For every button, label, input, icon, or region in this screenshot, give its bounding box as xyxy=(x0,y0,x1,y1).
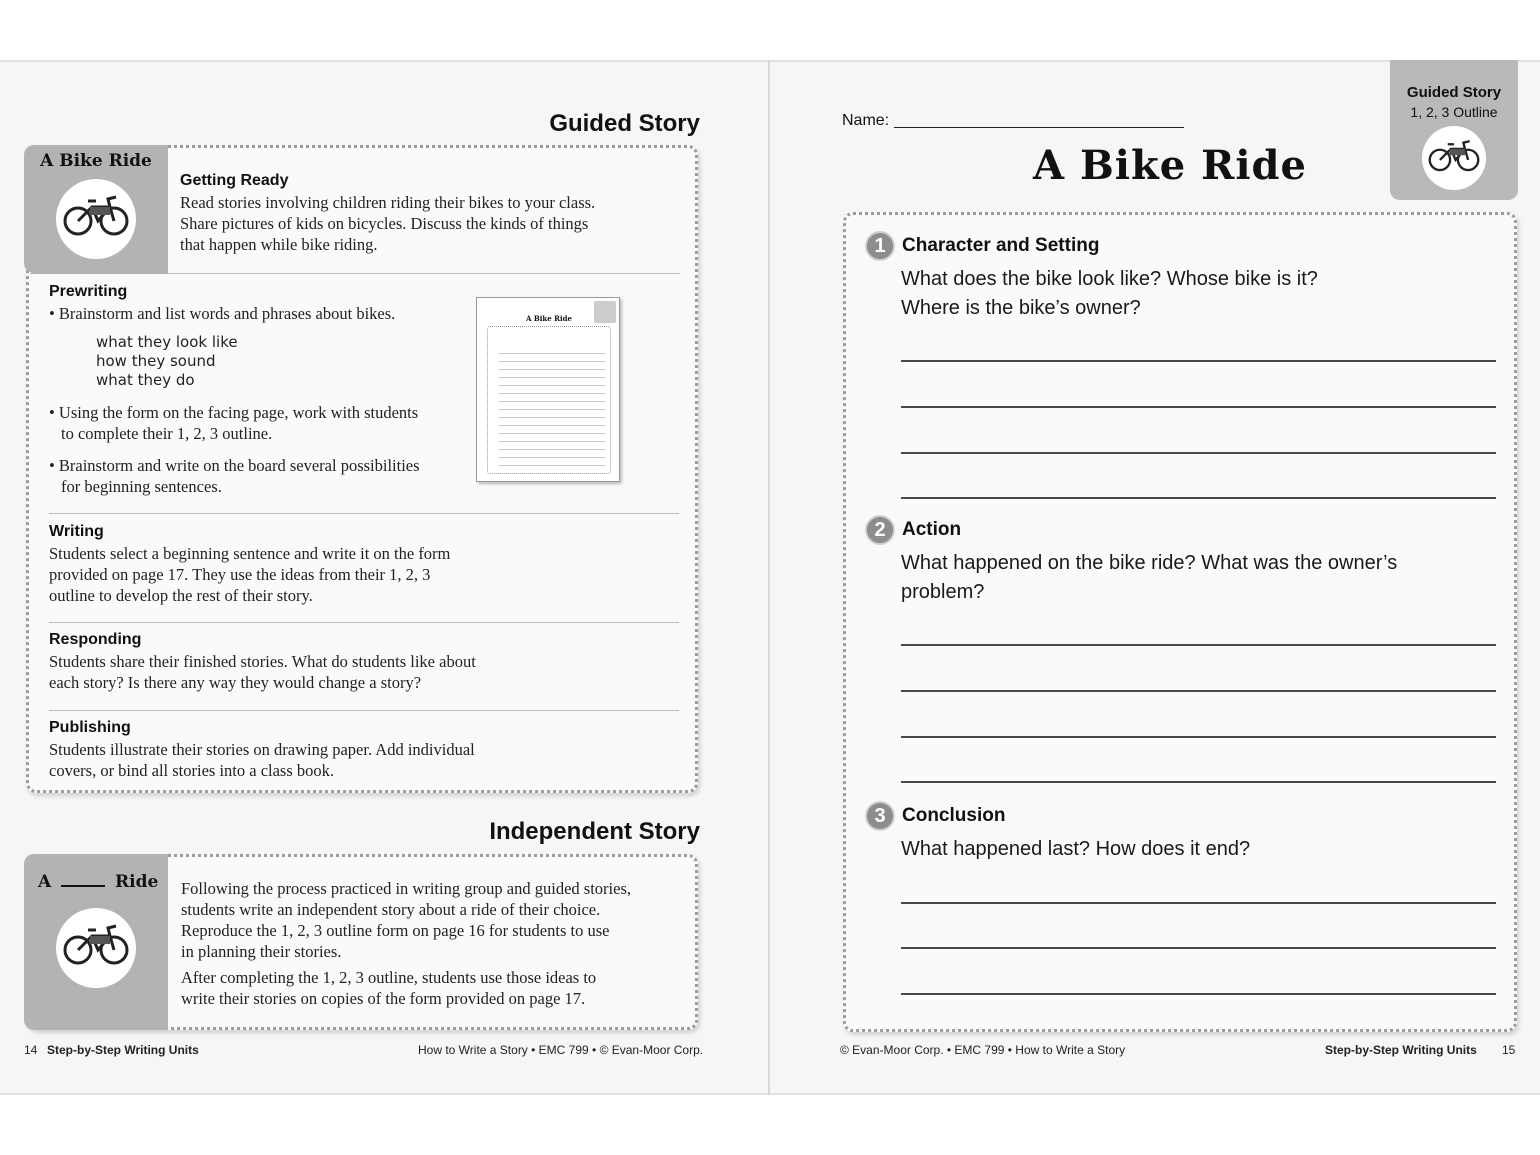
responding-text: Students share their finished stories. What do students like about each story? Is there any way they would change a story? xyxy=(49,652,476,692)
thumbnail-tab xyxy=(594,301,616,323)
guided-badge xyxy=(24,145,168,273)
answer-line[interactable] xyxy=(901,947,1496,949)
thumbnail-title: A Bike Ride xyxy=(525,314,572,323)
number-2-icon: 2 xyxy=(865,515,895,545)
divider xyxy=(49,622,679,623)
independent-badge xyxy=(24,854,168,1030)
name-label: Name: xyxy=(842,112,890,129)
divider xyxy=(30,273,168,274)
publishing-text: Students illustrate their stories on drawing paper. Add individual covers, or bind all stories into a class book. xyxy=(49,740,475,780)
divider xyxy=(168,273,680,274)
bike-icon xyxy=(56,908,136,988)
responding-heading: Responding xyxy=(49,631,142,648)
independent-badge-title: A Ride xyxy=(38,872,159,892)
guided-story-title: Guided Story xyxy=(549,110,700,137)
left-footer-credit: How to Write a Story • EMC 799 • © Evan-Moor Corp. xyxy=(418,1043,704,1057)
answer-line[interactable] xyxy=(901,644,1496,646)
left-footer-series: Step-by-Step Writing Units xyxy=(47,1043,199,1057)
question-2-text: What happened on the bike ride? What was the owner’s problem? xyxy=(901,552,1398,603)
facing-page-thumbnail xyxy=(476,297,620,482)
guided-badge-title: A Bike Ride xyxy=(40,151,152,171)
answer-line[interactable] xyxy=(901,360,1496,362)
independent-story-title: Independent Story xyxy=(489,818,700,845)
outline-card xyxy=(843,212,1517,1032)
getting-ready-text: Read stories involving children riding their bikes to your class. Share pictures of kids on bicycles. Discuss the kinds of things that happen while bike riding. xyxy=(180,193,596,254)
corner-tab xyxy=(1390,60,1518,200)
right-footer-page-number: 15 xyxy=(1502,1043,1516,1057)
answer-line[interactable] xyxy=(901,902,1496,904)
blank-line xyxy=(61,885,105,887)
left-footer-page-number: 14 xyxy=(24,1043,38,1057)
answer-line[interactable] xyxy=(901,993,1496,995)
independent-text-2: After completing the 1, 2, 3 outline, students use those ideas to write their stories on copies of the form provided on page 17. xyxy=(181,968,597,1008)
page-title: A Bike Ride xyxy=(1033,142,1307,189)
prewriting-heading: Prewriting xyxy=(49,283,128,300)
answer-line[interactable] xyxy=(901,497,1496,499)
answer-line[interactable] xyxy=(901,452,1496,454)
number-1-icon: 1 xyxy=(865,231,895,261)
right-footer-credit: © Evan-Moor Corp. • EMC 799 • How to Write a Story xyxy=(840,1043,1126,1057)
prewriting-list: what they look like how they sound what they do xyxy=(96,333,238,389)
prewriting-bullet-2: • Using the form on the facing page, work with students to complete their 1, 2, 3 outline. xyxy=(49,403,419,443)
number-3-icon: 3 xyxy=(865,801,895,831)
answer-line[interactable] xyxy=(901,690,1496,692)
prewriting-bullet-1: • Brainstorm and list words and phrases about bikes. xyxy=(49,304,396,323)
question-2-heading: Action xyxy=(902,519,962,540)
bike-icon xyxy=(56,179,136,259)
page-gutter xyxy=(768,60,770,1095)
publishing-heading: Publishing xyxy=(49,719,131,736)
getting-ready-heading: Getting Ready xyxy=(180,172,289,189)
thumbnail-lines xyxy=(499,346,605,466)
independent-text-1: Following the process practiced in writing group and guided stories, students write an independent story about a ride of their choice. Reproduce the 1, 2, 3 outline form on page 16 for students to use in planning their stories. xyxy=(181,879,631,961)
divider xyxy=(49,513,679,514)
answer-line[interactable] xyxy=(901,736,1496,738)
right-footer-series: Step-by-Step Writing Units xyxy=(1325,1043,1477,1057)
tab-title: Guided Story xyxy=(1406,84,1502,101)
bike-icon xyxy=(1422,126,1486,190)
question-1-text: What does the bike look like? Whose bike is it? Where is the bike’s owner? xyxy=(901,268,1318,319)
question-3-text: What happened last? How does it end? xyxy=(901,838,1251,860)
tab-subtitle: 1, 2, 3 Outline xyxy=(1410,104,1498,120)
name-line xyxy=(894,127,1184,128)
divider xyxy=(49,710,679,711)
answer-line[interactable] xyxy=(901,781,1496,783)
writing-heading: Writing xyxy=(49,523,104,540)
question-1-heading: Character and Setting xyxy=(902,235,1100,256)
prewriting-bullet-3: • Brainstorm and write on the board several possibilities for beginning sentences. xyxy=(49,456,420,496)
question-3-heading: Conclusion xyxy=(902,805,1006,826)
writing-text: Students select a beginning sentence and write it on the form provided on page 17. They use the ideas from their 1, 2, 3 outline to develop the rest of their story. xyxy=(49,544,451,605)
answer-line[interactable] xyxy=(901,406,1496,408)
